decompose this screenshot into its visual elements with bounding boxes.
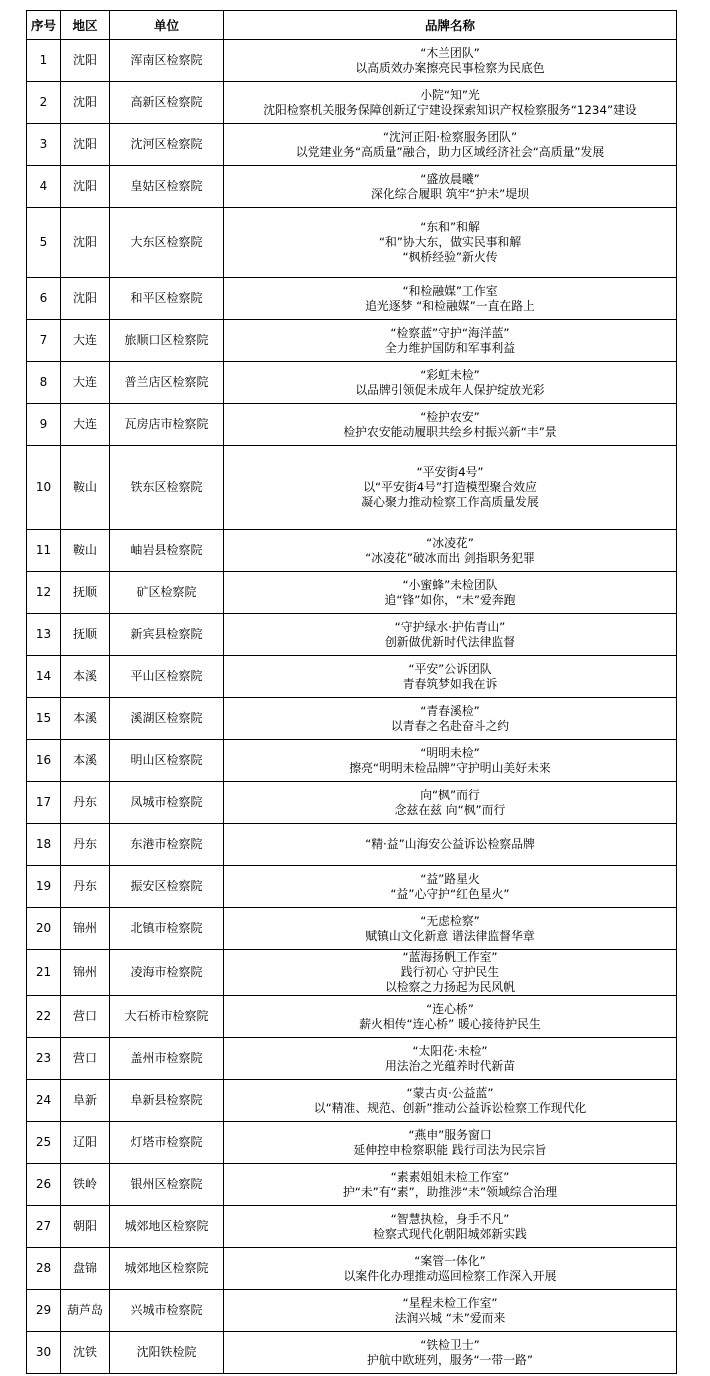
row-region: 本溪: [61, 740, 110, 782]
brand-line: 以案件化办理推动巡回检察工作深入开展: [343, 1268, 557, 1283]
table-row: [27, 446, 677, 530]
brand-table-container: [26, 10, 672, 1374]
row-no: 25: [27, 1122, 61, 1164]
row-region: 沈阳: [61, 208, 110, 278]
row-no: 22: [27, 996, 61, 1038]
row-region: 朝阳: [61, 1206, 110, 1248]
brand-line: 践行初心 守护民生: [400, 965, 500, 979]
row-no: 13: [27, 614, 61, 656]
brand-line: 护“未”有“素”，助推涉“未”领域综合治理: [342, 1184, 558, 1199]
brand-line: “木兰团队”: [420, 45, 480, 60]
row-unit: 银州区检察院: [110, 1164, 224, 1206]
table-row: [27, 866, 677, 908]
row-no: 5: [27, 208, 61, 278]
table-row: [27, 1332, 677, 1374]
table-row: [27, 698, 677, 740]
row-brand: [224, 362, 677, 404]
row-brand: [224, 40, 677, 82]
row-brand: [224, 908, 677, 950]
brand-line: 以“精准、规范、创新”推动公益诉讼检察工作现代化: [313, 1100, 587, 1115]
row-unit: 凤城市检察院: [110, 782, 224, 824]
row-unit: 和平区检察院: [110, 278, 224, 320]
row-unit: 北镇市检察院: [110, 908, 224, 950]
brand-line: 青春筑梦如我在诉: [402, 676, 498, 691]
row-region: 沈铁: [61, 1332, 110, 1374]
brand-line: 擦亮“明明未检品牌”守护明山美好未来: [349, 760, 551, 775]
row-brand: [224, 1038, 677, 1080]
row-region: 本溪: [61, 656, 110, 698]
row-no: 4: [27, 166, 61, 208]
brand-line: 检察式现代化朝阳城郊新实践: [373, 1226, 527, 1241]
table-row: [27, 1038, 677, 1080]
row-no: 28: [27, 1248, 61, 1290]
table-row: [27, 166, 677, 208]
row-brand: [224, 1206, 677, 1248]
row-brand: [224, 1290, 677, 1332]
row-brand: [224, 572, 677, 614]
row-no: 7: [27, 320, 61, 362]
row-unit: 城郊地区检察院: [110, 1248, 224, 1290]
table-row: [27, 572, 677, 614]
brand-line: “益”心守护“红色星火”: [390, 886, 510, 901]
row-region: 鞍山: [61, 530, 110, 572]
brand-line: 法润兴城 “未”爱而来: [394, 1310, 506, 1325]
row-no: 19: [27, 866, 61, 908]
row-unit: 旅顺口区检察院: [110, 320, 224, 362]
table-row: [27, 404, 677, 446]
row-brand: [224, 950, 677, 996]
header-region: 地区: [61, 11, 110, 40]
brand-line: “检护农安”: [420, 409, 480, 424]
row-no: 18: [27, 824, 61, 866]
brand-line: “彩虹未检”: [420, 367, 480, 382]
table-row: [27, 1290, 677, 1332]
row-no: 30: [27, 1332, 61, 1374]
brand-line: “枫桥经验”新火传: [402, 250, 498, 264]
brand-line: 护航中欧班列，服务“一带一路”: [366, 1352, 534, 1367]
brand-line: 向“枫”而行: [420, 787, 480, 802]
row-region: 盘锦: [61, 1248, 110, 1290]
brand-line: “案管一体化”: [414, 1253, 486, 1268]
table-body: [27, 40, 677, 1374]
row-region: 本溪: [61, 698, 110, 740]
row-no: 6: [27, 278, 61, 320]
brand-line: “守护绿水·护佑青山”: [394, 619, 506, 634]
brand-line: “精·益”山海安公益诉讼检察品牌: [365, 837, 535, 851]
row-brand: [224, 404, 677, 446]
row-region: 大连: [61, 404, 110, 446]
row-unit: 灯塔市检察院: [110, 1122, 224, 1164]
row-unit: 大东区检察院: [110, 208, 224, 278]
row-unit: 城郊地区检察院: [110, 1206, 224, 1248]
table-row: [27, 320, 677, 362]
table-row: [27, 1206, 677, 1248]
row-brand: [224, 824, 677, 866]
brand-line: “冰凌花”破冰而出 剑指职务犯罪: [365, 550, 535, 565]
brand-line: 凝心聚力推动检察工作高质量发展: [361, 495, 539, 509]
row-brand: [224, 866, 677, 908]
brand-line: “沈河正阳·检察服务团队”: [382, 129, 518, 144]
brand-line: 小院“知”光: [420, 87, 480, 102]
row-no: 3: [27, 124, 61, 166]
brand-line: 深化综合履职 筑牢“护未”堤坝: [371, 186, 529, 201]
table-header-row: [27, 11, 677, 40]
row-no: 11: [27, 530, 61, 572]
row-brand: [224, 530, 677, 572]
row-brand: [224, 124, 677, 166]
brand-line: 以检察之力扬起为民风帆: [384, 980, 516, 994]
table-row: [27, 740, 677, 782]
table-row: [27, 124, 677, 166]
row-unit: 高新区检察院: [110, 82, 224, 124]
row-brand: [224, 1164, 677, 1206]
table-row: [27, 614, 677, 656]
row-unit: 沈河区检察院: [110, 124, 224, 166]
row-region: 葫芦岛: [61, 1290, 110, 1332]
row-unit: 明山区检察院: [110, 740, 224, 782]
row-brand: [224, 656, 677, 698]
row-region: 沈阳: [61, 124, 110, 166]
row-unit: 阜新县检察院: [110, 1080, 224, 1122]
row-unit: 普兰店区检察院: [110, 362, 224, 404]
brand-line: “检察蓝”守护“海洋蓝”: [390, 325, 510, 340]
row-brand: [224, 1332, 677, 1374]
brand-line: “铁检卫士”: [420, 1337, 480, 1352]
row-region: 沈阳: [61, 40, 110, 82]
brand-line: “小蜜蜂”未检团队: [402, 577, 498, 592]
row-region: 铁岭: [61, 1164, 110, 1206]
header-brand: 品牌名称: [224, 11, 677, 40]
brand-line: “东和”和解: [420, 220, 480, 234]
header-no: 序号: [27, 11, 61, 40]
row-unit: 凌海市检察院: [110, 950, 224, 996]
brand-line: 以高质效办案擦亮民事检察为民底色: [355, 60, 545, 75]
row-unit: 新宾县检察院: [110, 614, 224, 656]
table-row: [27, 208, 677, 278]
row-unit: 瓦房店市检察院: [110, 404, 224, 446]
row-region: 大连: [61, 362, 110, 404]
row-no: 8: [27, 362, 61, 404]
brand-line: “素素姐姐未检工作室”: [390, 1169, 510, 1184]
row-no: 12: [27, 572, 61, 614]
row-region: 抚顺: [61, 572, 110, 614]
row-region: 沈阳: [61, 166, 110, 208]
row-unit: 皇姑区检察院: [110, 166, 224, 208]
row-brand: [224, 782, 677, 824]
row-unit: 岫岩县检察院: [110, 530, 224, 572]
row-brand: [224, 1248, 677, 1290]
row-brand: [224, 698, 677, 740]
table-row: [27, 40, 677, 82]
brand-line: “和检融媒”工作室: [402, 283, 498, 298]
table-row: [27, 278, 677, 320]
brand-line: “无虑检察”: [420, 913, 480, 928]
row-region: 锦州: [61, 950, 110, 996]
table-row: [27, 1080, 677, 1122]
row-no: 10: [27, 446, 61, 530]
brand-line: 赋镇山文化新意 谱法律监督华章: [365, 928, 535, 943]
row-no: 20: [27, 908, 61, 950]
row-unit: 盖州市检察院: [110, 1038, 224, 1080]
row-unit: 大石桥市检察院: [110, 996, 224, 1038]
row-no: 1: [27, 40, 61, 82]
row-no: 29: [27, 1290, 61, 1332]
row-region: 抚顺: [61, 614, 110, 656]
table-row: [27, 908, 677, 950]
brand-line: “益”路星火: [420, 871, 480, 886]
row-no: 2: [27, 82, 61, 124]
row-region: 丹东: [61, 782, 110, 824]
brand-line: 念兹在兹 向“枫”而行: [394, 802, 506, 817]
row-region: 阜新: [61, 1080, 110, 1122]
table-row: [27, 996, 677, 1038]
row-region: 辽阳: [61, 1122, 110, 1164]
brand-line: “冰凌花”: [426, 535, 474, 550]
row-brand: [224, 1122, 677, 1164]
row-region: 沈阳: [61, 82, 110, 124]
row-brand: [224, 740, 677, 782]
row-brand: [224, 166, 677, 208]
brand-line: “燕申”服务窗口: [408, 1127, 492, 1142]
row-brand: [224, 208, 677, 278]
brand-line: 以青春之名赴奋斗之约: [390, 718, 510, 733]
brand-line: “和”协大东，做实民事和解: [378, 235, 522, 249]
brand-line: “蒙古贞·公益蓝”: [406, 1085, 494, 1100]
brand-line: “蓝海扬帆工作室”: [402, 950, 498, 964]
brand-line: “明明未检”: [420, 745, 480, 760]
row-no: 15: [27, 698, 61, 740]
row-no: 23: [27, 1038, 61, 1080]
row-unit: 矿区检察院: [110, 572, 224, 614]
brand-line: “平安街4号”: [416, 465, 484, 479]
row-unit: 振安区检察院: [110, 866, 224, 908]
table-row: [27, 362, 677, 404]
brand-line: 以党建业务“高质量”融合，助力区域经济社会“高质量”发展: [295, 144, 605, 159]
brand-line: “太阳花·未检”: [412, 1043, 488, 1058]
brand-line: 追光逐梦 “和检融媒”一直在路上: [365, 298, 535, 313]
row-brand: [224, 1080, 677, 1122]
row-unit: 东港市检察院: [110, 824, 224, 866]
row-region: 大连: [61, 320, 110, 362]
row-no: 27: [27, 1206, 61, 1248]
brand-line: “青春溪检”: [420, 703, 480, 718]
row-brand: [224, 82, 677, 124]
row-no: 24: [27, 1080, 61, 1122]
row-region: 鞍山: [61, 446, 110, 530]
table-row: [27, 656, 677, 698]
row-brand: [224, 446, 677, 530]
row-brand: [224, 614, 677, 656]
table-row: [27, 530, 677, 572]
brand-line: 沈阳检察机关服务保障创新辽宁建设探索知识产权检察服务“1234”建设: [263, 102, 637, 117]
row-region: 沈阳: [61, 278, 110, 320]
row-no: 21: [27, 950, 61, 996]
row-no: 14: [27, 656, 61, 698]
brand-line: “智慧执检，身手不凡”: [390, 1211, 510, 1226]
brand-line: “连心桥”: [426, 1001, 474, 1016]
brand-line: 追“锋”如你，“未”爱奔跑: [384, 592, 516, 607]
brand-line: 全力维护国防和军事利益: [384, 340, 516, 355]
row-unit: 兴城市检察院: [110, 1290, 224, 1332]
header-unit: 单位: [110, 11, 224, 40]
row-region: 丹东: [61, 824, 110, 866]
row-no: 26: [27, 1164, 61, 1206]
row-region: 锦州: [61, 908, 110, 950]
row-region: 营口: [61, 1038, 110, 1080]
row-unit: 浑南区检察院: [110, 40, 224, 82]
row-region: 丹东: [61, 866, 110, 908]
brand-line: 检护农安能动履职共绘乡村振兴新“丰”景: [343, 424, 557, 439]
table-row: [27, 824, 677, 866]
brand-line: “盛放晨曦”: [420, 171, 480, 186]
row-brand: [224, 320, 677, 362]
row-no: 16: [27, 740, 61, 782]
table-row: [27, 1164, 677, 1206]
row-no: 9: [27, 404, 61, 446]
brand-table: [26, 10, 677, 1374]
table-row: [27, 82, 677, 124]
brand-line: “星程未检工作室”: [402, 1295, 498, 1310]
table-row: [27, 1122, 677, 1164]
row-region: 营口: [61, 996, 110, 1038]
brand-line: “平安”公诉团队: [408, 661, 492, 676]
row-brand: [224, 278, 677, 320]
brand-line: 薪火相传“连心桥” 暖心接待护民生: [359, 1016, 541, 1031]
row-unit: 平山区检察院: [110, 656, 224, 698]
brand-line: 创新做优新时代法律监督: [384, 634, 516, 649]
brand-line: 延伸控申检察职能 践行司法为民宗旨: [353, 1142, 547, 1157]
brand-line: 以“平安街4号”打造模型聚合效应: [363, 480, 537, 494]
row-brand: [224, 996, 677, 1038]
row-unit: 沈阳铁检院: [110, 1332, 224, 1374]
brand-line: 以品牌引领促未成年人保护绽放光彩: [355, 382, 545, 397]
row-no: 17: [27, 782, 61, 824]
brand-line: 用法治之光蕴养时代新苗: [384, 1058, 516, 1073]
table-row: [27, 1248, 677, 1290]
row-unit: 溪湖区检察院: [110, 698, 224, 740]
table-row: [27, 782, 677, 824]
row-unit: 铁东区检察院: [110, 446, 224, 530]
table-row: [27, 950, 677, 996]
